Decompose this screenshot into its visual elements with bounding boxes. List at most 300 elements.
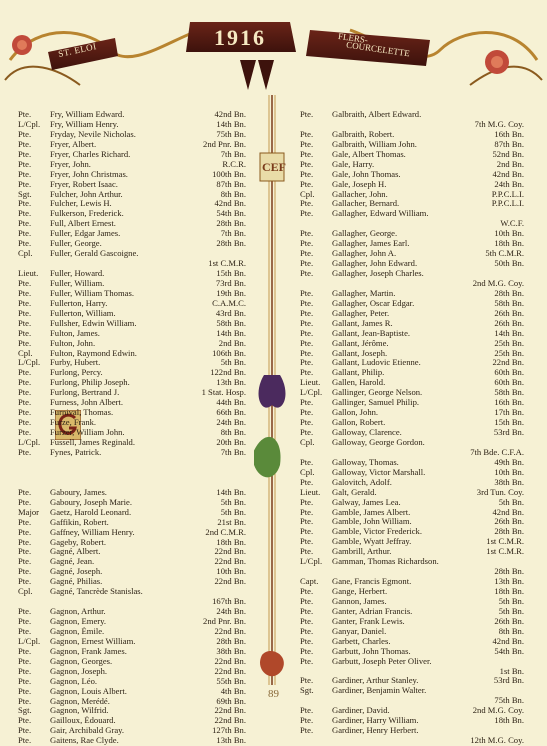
- rank: Pte.: [18, 367, 32, 378]
- unit: 26th Bn.: [494, 615, 524, 626]
- rank: Pte.: [18, 287, 32, 298]
- roll-entry: [18, 418, 246, 428]
- roll-entry: [300, 547, 524, 557]
- roll-entry: [18, 438, 246, 448]
- rank: Pte.: [18, 536, 32, 547]
- soldier-name: [50, 259, 206, 269]
- unit: 38th Bn.: [494, 476, 524, 487]
- roll-entry: [300, 368, 524, 378]
- roll-entry: [18, 657, 246, 667]
- roll-entry: [300, 577, 524, 587]
- unit: 87th Bn.: [216, 178, 246, 189]
- rank: Pte.: [300, 258, 314, 269]
- unit: 18th Bn.: [216, 536, 246, 547]
- rank: Pte.: [18, 218, 32, 229]
- soldier-name: Gallagher, Edward William.: [332, 209, 429, 219]
- soldier-name: Gallagher, John A.: [332, 249, 397, 259]
- rank: Pte.: [18, 715, 32, 726]
- rank: Pte.: [18, 238, 32, 249]
- rank: Pte.: [18, 606, 32, 617]
- unit: 53rd Bn.: [493, 675, 524, 686]
- unit: 42nd Bn.: [492, 635, 524, 646]
- rank: Cpl.: [300, 466, 315, 477]
- rank: Pte.: [300, 516, 314, 527]
- soldier-name: Gaffikin, Robert.: [50, 517, 109, 527]
- unit: 69th Bn.: [216, 695, 246, 706]
- rank: L/Cpl.: [300, 387, 323, 398]
- unit: 24th Bn.: [494, 178, 524, 189]
- roll-entry: [300, 279, 524, 289]
- roll-entry: [18, 140, 246, 150]
- roll-entry: [18, 528, 246, 538]
- unit: 13th Bn.: [494, 576, 524, 587]
- soldier-name: Gagné, Joseph.: [50, 567, 103, 577]
- cef-badge: CEF: [262, 160, 286, 174]
- soldier-name: Gagné, Philias.: [50, 577, 103, 587]
- rank: Pte.: [18, 109, 32, 119]
- unit: 1 Stat. Hosp.: [201, 387, 246, 398]
- soldier-name: Gardiner, Arthur Stanley.: [332, 676, 419, 686]
- soldier-name: Gamman, Thomas Richardson.: [332, 557, 439, 567]
- rank: Pte.: [18, 655, 32, 666]
- rank: Pte.: [18, 297, 32, 308]
- soldier-name: Galloway, Clarence.: [332, 428, 402, 437]
- soldier-name: Gallacher, John.: [332, 189, 388, 199]
- soldier-name: [332, 736, 468, 746]
- soldier-name: [332, 219, 498, 229]
- soldier-name: [332, 448, 468, 458]
- soldier-name: Furby, Hubert.: [50, 358, 101, 368]
- soldier-name: Gallen, Harold.: [332, 378, 386, 388]
- soldier-name: Fuller, George.: [50, 239, 102, 249]
- unit: 28th Bn.: [494, 287, 524, 298]
- soldier-name: Fulton, John.: [50, 338, 96, 348]
- unit: 16th Bn.: [494, 128, 524, 139]
- soldier-name: Gannon, James.: [332, 596, 387, 606]
- rank: Pte.: [300, 178, 314, 189]
- roll-entry: [18, 309, 246, 319]
- roll-entry: [18, 229, 246, 239]
- unit: 127th Bn.: [212, 725, 246, 736]
- unit: 28th Bn.: [216, 238, 246, 249]
- rank: Pte.: [18, 128, 32, 139]
- roll-entry: [300, 468, 524, 478]
- rank: Pte.: [300, 228, 314, 239]
- soldier-name: [50, 597, 210, 607]
- unit: 18th Bn.: [494, 238, 524, 249]
- roll-entry: [18, 180, 246, 190]
- roll-entry: [18, 538, 246, 548]
- soldier-name: Gardiner, Benjamin Walter.: [332, 686, 427, 696]
- unit: C.A.M.C.: [212, 297, 246, 308]
- rank: Pte.: [300, 725, 314, 736]
- unit: 55th Bn.: [216, 675, 246, 686]
- unit: 1st Bn.: [499, 665, 524, 676]
- soldier-name: Gallant, James R.: [332, 318, 393, 328]
- soldier-name: Full, Albert Ernest.: [50, 219, 116, 229]
- roll-entry: [18, 667, 246, 677]
- roll-entry: [300, 448, 524, 458]
- roll-entry: [300, 657, 524, 667]
- soldier-name: Garbutt, John Thomas.: [332, 646, 411, 656]
- roll-entry: [300, 408, 524, 418]
- roll-entry: [300, 557, 524, 567]
- unit: 2nd Pnr. Bn.: [203, 616, 246, 626]
- unit: 10th Bn.: [216, 566, 246, 577]
- soldier-name: Gallagher, Oscar Edgar.: [332, 298, 415, 308]
- roll-entry: [18, 597, 246, 607]
- roll-entry: [300, 488, 524, 498]
- unit: 22nd Bn.: [214, 625, 246, 636]
- soldier-name: Gamble, James Albert.: [332, 507, 411, 517]
- unit: 19th Bn.: [216, 287, 246, 298]
- rank: Pte.: [300, 238, 314, 249]
- soldier-name: Galbraith, William John.: [332, 139, 417, 149]
- unit: 22nd Bn.: [214, 655, 246, 666]
- soldier-name: Gagnon, Émile.: [50, 626, 105, 636]
- rank: Pte.: [300, 595, 314, 606]
- unit: 22nd Bn.: [492, 357, 524, 368]
- rank: Pte.: [18, 198, 32, 209]
- roll-entry: [300, 120, 524, 130]
- unit: 22nd Bn.: [214, 665, 246, 676]
- roll-entry: [18, 408, 246, 418]
- soldier-name: Gageby, Robert.: [50, 537, 107, 547]
- soldier-name: Gagnon, Arthur.: [50, 607, 106, 617]
- soldier-name: Fryer, John Christmas.: [50, 169, 128, 179]
- rank: Pte.: [18, 725, 32, 736]
- spacer: [18, 478, 246, 488]
- soldier-name: Galway, James Lea.: [332, 497, 401, 507]
- soldier-name: Gagnon, Léo.: [50, 676, 98, 686]
- unit: 5th Bn.: [220, 496, 246, 507]
- soldier-name: Gardiner, Harry William.: [332, 716, 419, 726]
- roll-entry: [300, 190, 524, 200]
- roll-entry: [300, 378, 524, 388]
- unit: 28th Bn.: [216, 635, 246, 646]
- soldier-name: Gagnon, Joseph.: [50, 666, 108, 676]
- rank: Pte.: [18, 317, 32, 328]
- unit: 3rd Tun. Coy.: [476, 486, 524, 497]
- rank: Pte.: [300, 208, 314, 219]
- roll-entry: [18, 190, 246, 200]
- roll-entry: [300, 517, 524, 527]
- unit: 42nd Bn.: [214, 109, 246, 119]
- rank: Pte.: [300, 705, 314, 716]
- roll-entry: [300, 150, 524, 160]
- unit: 26th Bn.: [494, 317, 524, 328]
- rank: Pte.: [300, 715, 314, 726]
- soldier-name: Gaffney, William Henry.: [50, 527, 135, 537]
- soldier-name: Gallagher, John Edward.: [332, 259, 418, 269]
- roll-entry: [18, 368, 246, 378]
- roll-entry: [18, 677, 246, 687]
- roll-entry: [18, 498, 246, 508]
- rank: Pte.: [18, 526, 32, 537]
- roll-entry: [300, 388, 524, 398]
- rank: Pte.: [300, 109, 314, 119]
- unit: 2nd M.G. Coy.: [472, 705, 524, 716]
- rank: Pte.: [18, 228, 32, 239]
- unit: 10th Bn.: [494, 228, 524, 239]
- rank: Pte.: [300, 496, 314, 507]
- roll-entry: [300, 627, 524, 637]
- unit: 7th Bn.: [220, 148, 246, 159]
- unit: 5th Bn.: [498, 496, 524, 507]
- soldier-name: Fulcher, John Arthur.: [50, 189, 123, 199]
- roll-entry: [18, 488, 246, 498]
- unit: 18th Bn.: [494, 715, 524, 726]
- soldier-name: Gallant, Joseph.: [332, 348, 388, 358]
- roll-entry: [18, 567, 246, 577]
- soldier-name: Gaetz, Harold Leonard.: [50, 507, 132, 517]
- soldier-name: Fry, William Henry.: [50, 119, 119, 129]
- roll-entry: [300, 309, 524, 319]
- rank: Pte.: [18, 397, 32, 408]
- soldier-name: Gagné, Albert.: [50, 547, 101, 557]
- roll-entry: [300, 130, 524, 140]
- roll-entry: [300, 587, 524, 597]
- soldier-name: Gallant, Ludovic Etienne.: [332, 358, 421, 368]
- rank: Sgt.: [18, 188, 32, 199]
- soldier-name: Gamble, John William.: [332, 517, 412, 527]
- roll-entry: [300, 726, 524, 736]
- roll-entry: [300, 716, 524, 726]
- soldier-name: Gagnon, Wilfrid.: [50, 706, 109, 716]
- unit: 22nd Bn.: [214, 556, 246, 567]
- unit: 4th Bn.: [220, 685, 246, 696]
- roll-entry: [300, 458, 524, 468]
- unit: 8th Bn.: [498, 625, 524, 636]
- unit: 2nd Bn.: [496, 158, 524, 169]
- unit: 75th Bn.: [216, 128, 246, 139]
- soldier-name: Gaboury, James.: [50, 487, 107, 497]
- rank: Pte.: [18, 208, 32, 219]
- roll-entry: [18, 428, 246, 438]
- rank: Pte.: [300, 397, 314, 408]
- rank: Pte.: [18, 407, 32, 418]
- unit: 122nd Bn.: [210, 367, 246, 378]
- unit: 7th Bn.: [220, 446, 246, 457]
- rank: Pte.: [18, 546, 32, 557]
- soldier-name: Gallagher, Joseph Charles.: [332, 269, 424, 278]
- soldier-name: Gallant, Jean-Baptiste.: [332, 328, 411, 338]
- soldier-name: Gallagher, Peter.: [332, 308, 390, 318]
- soldier-name: Gagnon, Frank James.: [50, 646, 127, 656]
- rank: Pte.: [18, 516, 32, 527]
- unit: 1st C.M.R.: [486, 546, 524, 557]
- soldier-name: Galloway, Thomas.: [332, 457, 399, 467]
- roll-entry: [18, 209, 246, 219]
- rank: Pte.: [300, 317, 314, 328]
- roll-entry: [18, 120, 246, 130]
- rank: Cpl.: [300, 188, 315, 199]
- roll-entry: [300, 289, 524, 299]
- rank: Pte.: [18, 148, 32, 159]
- roll-entry: [300, 508, 524, 518]
- rank: Pte.: [18, 178, 32, 189]
- soldier-name: Fulcher, Lewis H.: [50, 199, 112, 209]
- unit: 58th Bn.: [494, 297, 524, 308]
- soldier-name: Gale, Joseph H.: [332, 179, 387, 189]
- rank: Pte.: [300, 287, 314, 298]
- unit: 28th Bn.: [216, 218, 246, 229]
- roll-entry: [18, 508, 246, 518]
- rank: Pte.: [18, 417, 32, 428]
- unit: 54th Bn.: [494, 645, 524, 656]
- unit: 24th Bn.: [216, 417, 246, 428]
- roll-entry: [18, 199, 246, 209]
- unit: 7th Bde. C.F.A.: [470, 446, 524, 457]
- roll-entry: [18, 339, 246, 349]
- soldier-name: [332, 567, 492, 577]
- rank: Pte.: [300, 615, 314, 626]
- soldier-name: Gallon, Robert.: [332, 418, 386, 428]
- roll-entry: [18, 219, 246, 229]
- unit: 44th Bn.: [216, 397, 246, 408]
- unit: 28th Bn.: [494, 526, 524, 537]
- soldier-name: Fullsher, Edwin William.: [50, 318, 137, 328]
- roll-entry: [300, 647, 524, 657]
- soldier-name: Ganter, Adrian Francis.: [332, 606, 413, 616]
- unit: 15th Bn.: [216, 268, 246, 278]
- rank: Sgt.: [18, 705, 32, 716]
- roll-entry: [18, 279, 246, 289]
- rank: Pte.: [300, 506, 314, 517]
- roll-entry: [18, 716, 246, 726]
- soldier-name: Gallinger, Samuel Philip.: [332, 398, 420, 408]
- unit: 17th Bn.: [494, 407, 524, 418]
- roll-entry: [300, 607, 524, 617]
- roll-entry: [18, 547, 246, 557]
- unit: 167th Bn.: [212, 596, 246, 607]
- violet-flower: [259, 375, 286, 408]
- roll-entry: [18, 577, 246, 587]
- roll-entry: [18, 736, 246, 746]
- ribbon-st-eloi: ST. ELOI: [57, 41, 98, 59]
- rank: Pte.: [18, 377, 32, 388]
- soldier-name: Gallinger, George Nelson.: [332, 388, 423, 398]
- unit: 25th Bn.: [494, 337, 524, 348]
- rank: Pte.: [18, 168, 32, 179]
- roll-entry: [18, 150, 246, 160]
- soldier-name: Gale, Albert Thomas.: [332, 149, 406, 159]
- roll-entry: [300, 319, 524, 329]
- roll-entry: [300, 617, 524, 627]
- roll-entry: [300, 597, 524, 607]
- rank: Cpl.: [18, 248, 33, 259]
- soldier-name: Furlong, Philip Joseph.: [50, 378, 130, 388]
- soldier-name: Gagnon, Georges.: [50, 656, 113, 666]
- rank: Pte.: [18, 446, 32, 457]
- rank: Pte.: [300, 605, 314, 616]
- unit: R.C.R.: [222, 158, 246, 169]
- soldier-name: Garbutt, Joseph Peter Oliver.: [332, 656, 432, 666]
- unit: 66th Bn.: [216, 407, 246, 418]
- rank: Pte.: [18, 695, 32, 706]
- soldier-name: Gale, Harry.: [332, 159, 375, 169]
- rank: Pte.: [300, 168, 314, 179]
- rank: Pte.: [18, 576, 32, 587]
- unit: 2nd Pnr. Bn.: [203, 138, 246, 149]
- rank: Pte.: [300, 148, 314, 159]
- unit: 22nd Bn.: [214, 546, 246, 557]
- rank: Pte.: [18, 486, 32, 497]
- unit: 73rd Bn.: [215, 277, 246, 288]
- roll-entry: [18, 726, 246, 736]
- soldier-name: Gamble, Wyatt Jeffray.: [332, 537, 412, 547]
- roll-entry: [18, 269, 246, 279]
- unit: 13th Bn.: [216, 377, 246, 388]
- soldier-name: Gallagher, James Earl.: [332, 239, 410, 249]
- soldier-name: Fryer, Charles Richard.: [50, 149, 131, 159]
- soldier-name: Gallagher, George.: [332, 229, 398, 239]
- roll-entry: [18, 299, 246, 309]
- rank: Pte.: [18, 675, 32, 686]
- unit: 75th Bn.: [494, 695, 524, 706]
- soldier-name: Gallant, Jérôme.: [332, 338, 389, 348]
- rank: Pte.: [300, 367, 314, 378]
- rank: Pte.: [300, 138, 314, 149]
- soldier-name: Fry, William Edward.: [50, 110, 125, 119]
- rank: Cpl.: [300, 436, 315, 447]
- roll-entry: [300, 667, 524, 677]
- roll-entry: [300, 418, 524, 428]
- rank: Pte.: [300, 417, 314, 428]
- unit: 26th Bn.: [494, 516, 524, 527]
- unit: 15th Bn.: [494, 417, 524, 428]
- soldier-name: Fynes, Patrick.: [50, 447, 102, 457]
- rank: Major: [18, 506, 40, 517]
- soldier-name: Gange, Herbert.: [332, 587, 388, 596]
- roll-entry: [18, 319, 246, 329]
- right-roll-column: [300, 110, 524, 746]
- rank: Pte.: [300, 546, 314, 557]
- rank: Pte.: [300, 327, 314, 338]
- roll-entry: [300, 567, 524, 577]
- soldier-name: Furness, John Albert.: [50, 398, 124, 408]
- rank: [300, 736, 332, 746]
- soldier-name: Gagnon, Ernest William.: [50, 636, 136, 646]
- rank: Pte.: [300, 128, 314, 139]
- roll-entry: [300, 299, 524, 309]
- rank: Pte.: [18, 685, 32, 696]
- roll-entry: [300, 428, 524, 438]
- rank: Pte.: [300, 198, 314, 209]
- soldier-name: Fuller, Edgar James.: [50, 229, 121, 239]
- unit: 2nd Bn.: [218, 337, 246, 348]
- soldier-name: Galloway, George Gordon.: [332, 437, 425, 447]
- roll-entry: [300, 676, 524, 686]
- soldier-name: Fuller, William Thomas.: [50, 288, 134, 298]
- soldier-name: Galovitch, Adolf.: [332, 477, 392, 487]
- unit: 58th Bn.: [216, 317, 246, 328]
- rank: Pte.: [300, 158, 314, 169]
- soldier-name: [332, 120, 473, 130]
- unit: 22nd Bn.: [214, 715, 246, 726]
- roll-entry: [300, 498, 524, 508]
- rank: L/Cpl.: [300, 556, 323, 567]
- soldier-name: Gamble, Victor Frederick.: [332, 527, 423, 537]
- rank: Pte.: [300, 248, 314, 259]
- rank: Pte.: [300, 675, 314, 686]
- rank: Cpl.: [18, 586, 33, 597]
- unit: 8th Bn.: [220, 188, 246, 199]
- soldier-name: Gaboury, Joseph Marie.: [50, 497, 133, 507]
- rank: Pte.: [300, 357, 314, 368]
- unit: 18th Bn.: [494, 586, 524, 596]
- unit: 16th Bn.: [494, 397, 524, 408]
